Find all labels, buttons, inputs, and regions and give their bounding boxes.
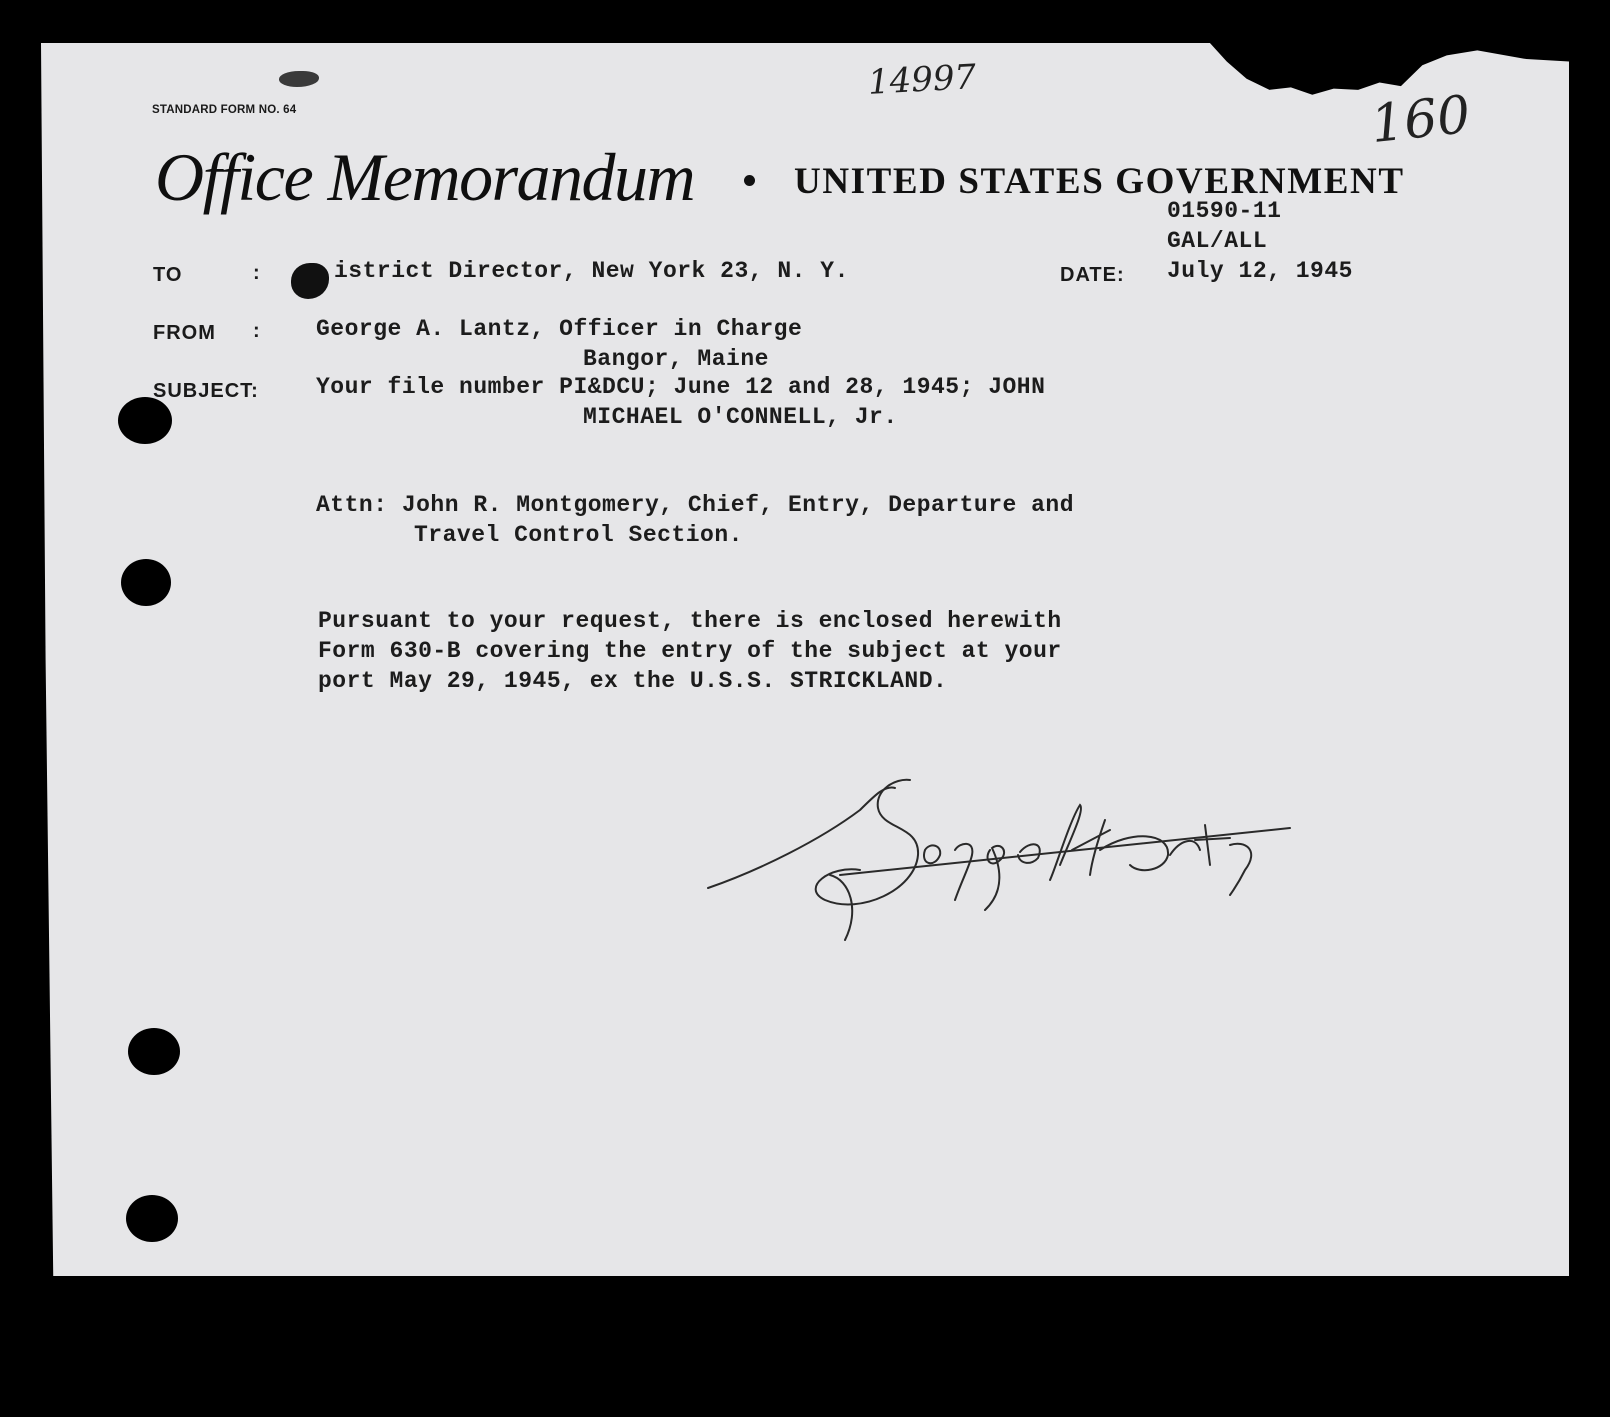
typist-initials: GAL/ALL [1167,228,1268,254]
subject-line-1: Your file number PI&DCU; June 12 and 28, 1945; JOHN [316,374,1046,400]
punch-hole [118,397,172,444]
subject-label: SUBJECT: [153,380,259,402]
to-value: istrict Director, New York 23, N. Y. [334,258,849,284]
subject-line-2: MICHAEL O'CONNELL, Jr. [583,404,898,430]
government-heading: UNITED STATES GOVERNMENT [794,161,1405,202]
date-value: July 12, 1945 [1167,258,1353,284]
title-bullet [744,175,755,186]
from-label: FROM [153,322,216,344]
date-label: DATE: [1060,264,1125,286]
punch-hole [121,559,171,606]
handwritten-page-number: 160 [1368,84,1474,156]
from-line-1: George A. Lantz, Officer in Charge [316,316,803,342]
body-line-2: Form 630-B covering the entry of the subject at your [318,638,1062,664]
attention-line-2: Travel Control Section. [414,522,743,548]
handwritten-signature [700,770,1320,950]
from-colon: : [253,320,261,342]
punch-hole [128,1028,180,1075]
file-reference: 01590-11 [1167,198,1282,224]
body-line-1: Pursuant to your request, there is enclosed herewith [318,608,1062,634]
handwritten-file-number: 14997 [867,57,978,103]
body-line-3: port May 29, 1945, ex the U.S.S. STRICKLAND. [318,668,948,694]
form-title: Office Memorandum [155,139,695,215]
punch-hole [126,1195,178,1242]
attention-line-1: Attn: John R. Montgomery, Chief, Entry, Departure and [316,492,1075,518]
to-label: TO [153,264,183,286]
from-line-2: Bangor, Maine [583,346,769,372]
to-colon: : [253,262,261,284]
form-number: STANDARD FORM NO. 64 [152,104,297,116]
